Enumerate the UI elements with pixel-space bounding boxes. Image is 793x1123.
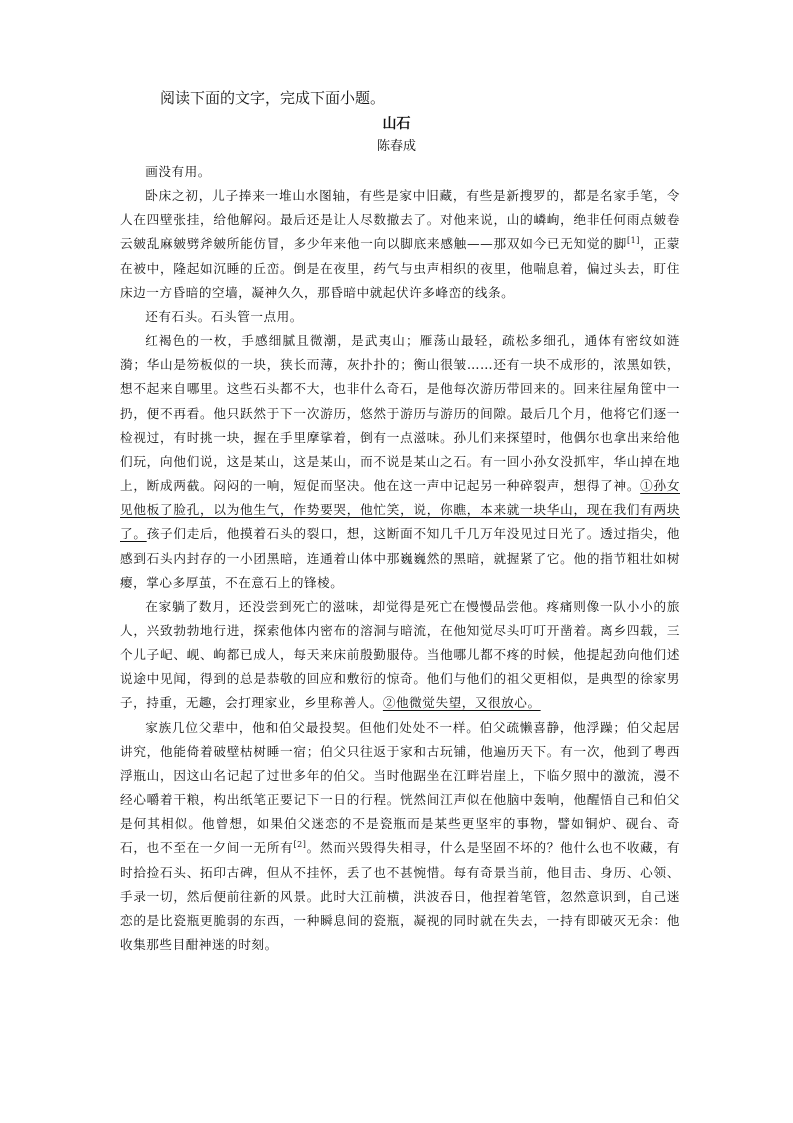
article-paragraph — [120, 716, 680, 958]
paragraph-text: 家族几位父辈中，他和伯父最投契。但他们处处不一样。伯父疏懒喜静，他浮躁；伯父起居讲究，他能倚着破壁枯树睡一宿；伯父只往返于家和古玩铺，他遍历天下。有一次，他到了粤西浮瓶山，因这山名记起了过世多年的伯父。当时他踞坐在江畔岩崖上，下临夕照中的激流，漫不经心嚼着干粮，构出纸笔正要记下一日的行程。恍然间江声似在他脑中轰响，他醒悟自己和伯父是何其相似。他曾想，如果伯父迷恋的不是瓷瓶而是某些更坚牢的事物，譬如铜炉、砚台、奇石，也不至在一夕间一无所有 — [120, 719, 680, 856]
underlined-question-sentence: ①孙女见他板了脸孔，以为他生气，作势要哭，他忙笑，说，你瞧，本来就一块华山，现在我们有两块了。 — [120, 478, 680, 542]
article-paragraph — [120, 329, 680, 595]
paragraph-text: 卧床之初，儿子捧来一堆山水图轴，有些是家中旧藏，有些是新搜罗的，都是名家手笔，令人在四壁张挂，给他解闷。最后还是让人尽数撤去了。对他来说，山的嶙峋，绝非任何雨点皴卷云皴乱麻皴劈斧皴所能仿冒，多少年来他一向以脚底来感触——那双如今已无知觉的脚 — [120, 188, 680, 252]
article-paragraph — [120, 305, 680, 329]
paragraph-text: 在家躺了数月，还没尝到死亡的滋味，却觉得是死亡在慢慢品尝他。疼痛则像一队小小的旅人，兴致勃勃地行进，探索他体内密布的溶洞与暗流，在他知觉尽头叮叮开凿着。离乡四载，三个儿子屺、岘、岣都已成人，每天来床前殷勤服侍。当他哪儿都不疼的时候，他提起劲向他们述说途中见闻，得到的总是恭敬的回应和敷衍的惊奇。他们与他们的祖父更相似，是典型的徐家男子，持重，无趣，会打理家业，乡里称善人。 — [120, 598, 680, 711]
underlined-question-sentence: ②他微觉失望，又很放心。 — [382, 695, 541, 711]
paragraph-text: 红褐色的一枚，手感细腻且微潮，是武夷山；雁荡山最轻，疏松多细孔，通体有密纹如涟漪；华山是笏板似的一块，狭长而薄，灰扑扑的；衡山很皱……还有一块不成形的，浓黑如铁，想不起来自哪里。这些石头都不大，也非什么奇石，是他每次游历带回来的。回来往屋角筐中一扔，便不再看。他只跃然于下一次游历，悠然于游历与游历的间隙。最后几个月，他将它们逐一检视过，有时挑一块，握在手里摩挲着，倒有一点滋味。孙儿们来探望时，他偶尔也拿出来给他们玩，向他们说，这是某山，这是某山，而不说是某山之石。有一回小孙女没抓牢，华山掉在地上，断成两截。闷闷的一响，短促而坚决。他在这一声中记起另一种碎裂声，想得了神。 — [120, 333, 680, 494]
article-paragraph — [120, 184, 680, 305]
paragraph-text: ，正蒙在被中，隆起如沉睡的丘峦。倒是在夜里，药气与虫声相织的夜里，他喘息着，偏过头去，盯住床边一方昏暗的空墙，凝神久久，那昏暗中就起伏许多峰峦的线条。 — [120, 236, 680, 300]
paragraph-text: 。然而兴毁得失相寻，什么是坚固不坏的？他什么也不收藏，有时拾捡石头、拓印古碑，但从不挂怀，丢了也不甚惋惜。每有奇景当前，他目击、身历、心领、手录一切，然后便前往新的风景。此时大江前横，洪波吞日，他捏着笔管，忽然意识到，自己迷恋的是比瓷瓶更脆弱的东西，一种瞬息间的瓷瓶，凝视的同时就在失去，一持有即破灭无余：他收集那些目酣神迷的时刻。 — [120, 840, 681, 952]
paragraph-text: 还有石头。石头管一点用。 — [145, 308, 303, 324]
paragraph-text: 孩子们走后，他摸着石头的裂口，想，这断面不知几千几万年没见过日光了。透过指尖，他感到石头内封存的一小团黑暗，连通着山体中那巍巍然的黑暗，就握紧了它。他的指节粗壮如树瘿，掌心多厚茧，不在意石上的锋棱。 — [120, 526, 681, 590]
footnote-marker: [1] — [626, 236, 640, 246]
article-paragraph — [120, 160, 680, 184]
article-author: 陈春成 — [376, 139, 416, 154]
article-body — [120, 160, 680, 957]
article-paragraph — [120, 595, 680, 716]
article-title: 山石 — [382, 116, 411, 132]
question-instruction: 阅读下面的文字，完成下面小题。 — [160, 89, 386, 107]
footnote-marker: [2] — [293, 840, 307, 850]
paragraph-text: 画没有用。 — [145, 164, 211, 179]
